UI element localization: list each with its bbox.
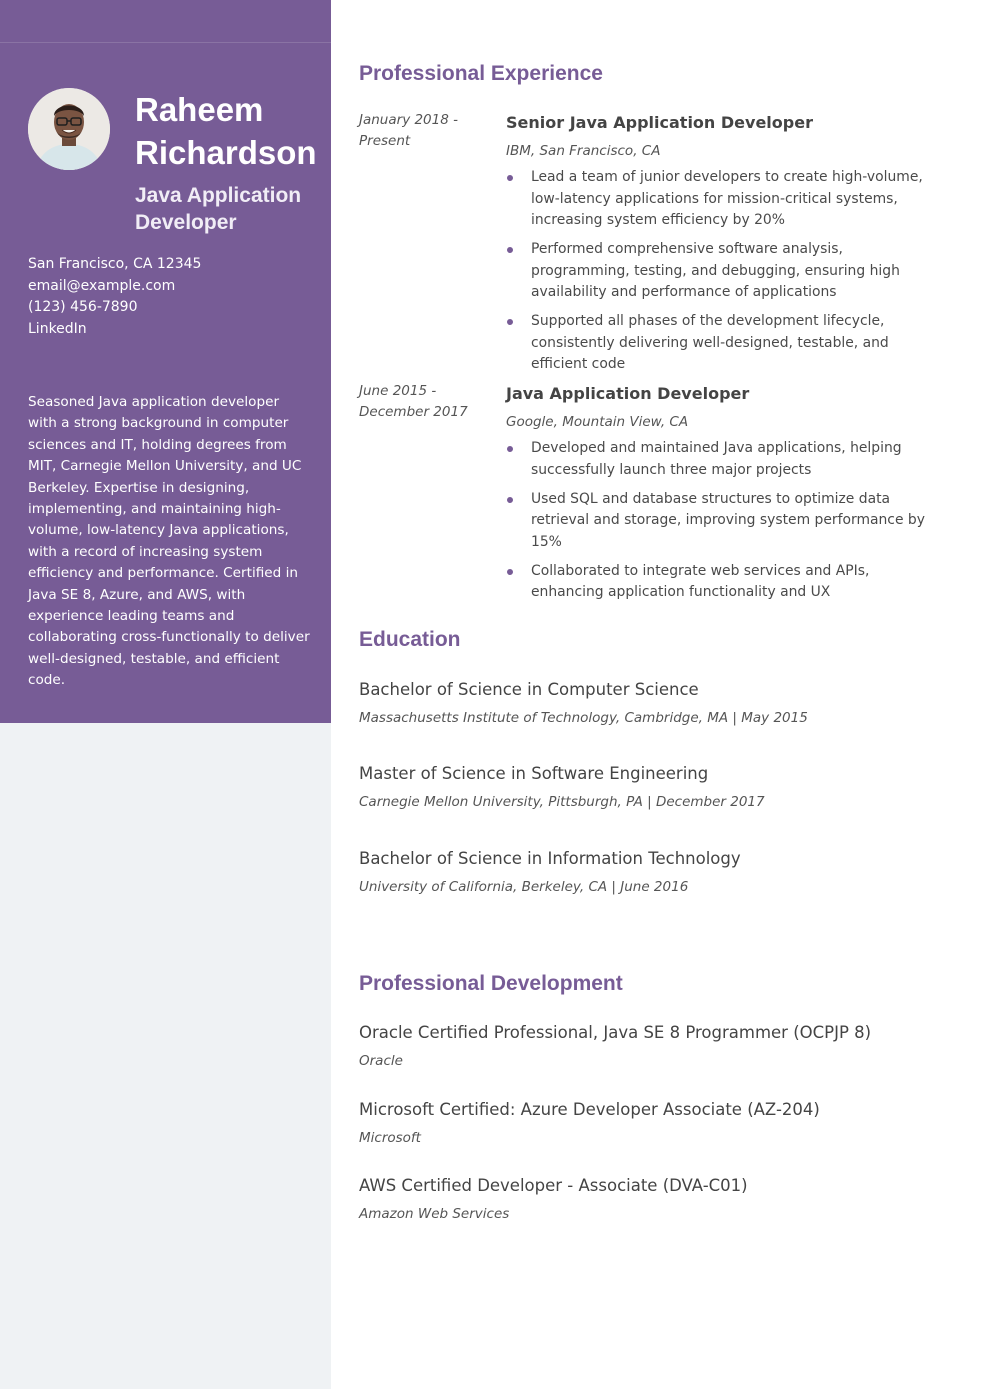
contact-info: [28, 254, 318, 340]
job-company: IBM, San Francisco, CA: [506, 143, 661, 159]
development-heading: Professional Development: [359, 972, 623, 995]
sidebar: [0, 0, 331, 723]
degree-name: Bachelor of Science in Computer Science: [359, 680, 699, 699]
certification-issuer: Oracle: [359, 1053, 403, 1069]
job-company: Google, Mountain View, CA: [506, 414, 689, 430]
job-date: June 2015 - December 2017: [359, 383, 468, 420]
job-bullets: [506, 438, 946, 604]
job-bullet: Used SQL and database structures to optimize data retrieval and storage, improving system performance by 15%: [506, 489, 946, 554]
certification-issuer: Amazon Web Services: [359, 1206, 510, 1222]
certification-name: AWS Certified Developer - Associate (DVA-C01): [359, 1176, 748, 1195]
job-date: January 2018 - Present: [359, 112, 458, 149]
education-entry: [359, 848, 959, 897]
job-bullet: Performed comprehensive software analysis, programming, testing, and debugging, ensuring high availability and performance of applications: [506, 239, 946, 304]
sidebar-divider: [0, 42, 331, 43]
certification-entry: [359, 1099, 959, 1148]
profile-summary: Seasoned Java application developer with a strong background in computer sciences and IT, holding degrees from MIT, Carnegie Mellon University, and UC Berkeley. Expertise in designing, implementing, and maintaining high-volume, low-latency Java applications, with a record of increasing system efficiency and performance. Certified in Java SE 8, Azure, and AWS, with experience leading teams and collaborating cross-functionally to deliver well-designed, testable, and efficient code.: [28, 394, 310, 689]
job-bullet: Lead a team of junior developers to create high-volume, low-latency applications for mission-critical systems, increasing system efficiency by 20%: [506, 167, 946, 232]
job-entry: [506, 112, 946, 383]
certification-issuer: Microsoft: [359, 1130, 421, 1146]
certification-entry: [359, 1175, 959, 1224]
job-title: Java Application Developer: [506, 384, 750, 403]
contact-phone[interactable]: (123) 456-7890: [28, 299, 138, 315]
education-heading: Education: [359, 628, 461, 651]
candidate-title: Java Application Developer: [135, 184, 302, 234]
education-entry: [359, 679, 959, 728]
certification-name: Oracle Certified Professional, Java SE 8 Programmer (OCPJP 8): [359, 1023, 872, 1042]
degree-name: Master of Science in Software Engineering: [359, 764, 709, 783]
job-entry: [506, 383, 946, 611]
candidate-name: Raheem Richardson: [135, 91, 317, 171]
degree-details: Massachusetts Institute of Technology, Cambridge, MA | May 2015: [359, 710, 808, 726]
job-bullets: [506, 167, 946, 376]
contact-email[interactable]: email@example.com: [28, 277, 176, 294]
contact-linkedin[interactable]: LinkedIn: [28, 320, 87, 337]
job-bullet: Supported all phases of the development lifecycle, consistently delivering well-designed, testable, and efficient code: [506, 311, 946, 376]
job-bullet: Developed and maintained Java applications, helping successfully launch three major projects: [506, 438, 946, 481]
degree-details: University of California, Berkeley, CA | June 2016: [359, 879, 689, 895]
degree-details: Carnegie Mellon University, Pittsburgh, PA | December 2017: [359, 794, 765, 810]
degree-name: Bachelor of Science in Information Technology: [359, 849, 741, 868]
avatar: [28, 88, 110, 170]
certification-entry: [359, 1022, 959, 1071]
certification-name: Microsoft Certified: Azure Developer Associate (AZ-204): [359, 1100, 820, 1119]
experience-heading: Professional Experience: [359, 62, 603, 85]
education-entry: [359, 763, 959, 812]
contact-location: San Francisco, CA 12345: [28, 256, 202, 272]
job-bullet: Collaborated to integrate web services and APIs, enhancing application functionality and UX: [506, 561, 946, 604]
job-title: Senior Java Application Developer: [506, 113, 813, 132]
profile-photo-icon: [28, 88, 110, 170]
